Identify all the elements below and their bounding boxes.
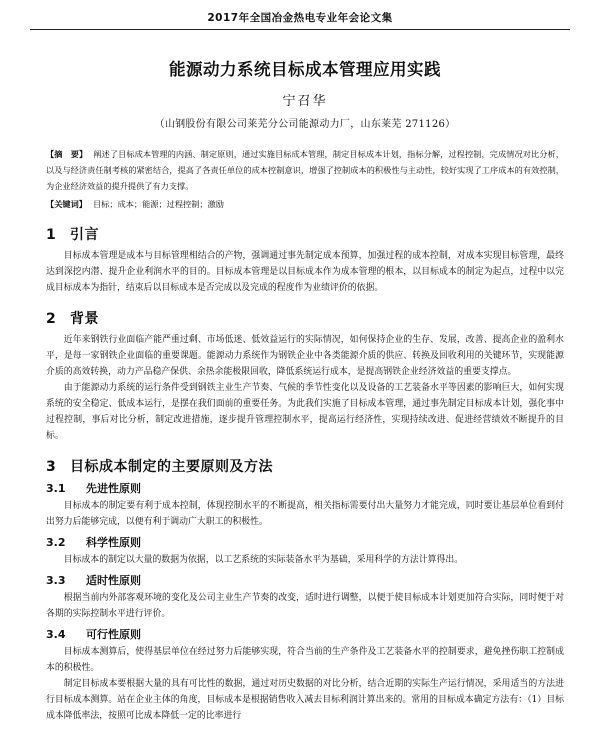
subsection-title: 适时性原则	[86, 574, 141, 587]
keywords-label: 【关键词】	[46, 199, 87, 209]
section-number: 3	[46, 459, 57, 475]
subsection-number: 3.1	[46, 482, 66, 495]
abstract-text: 阐述了目标成本管理的内涵、制定原则，通过实施目标成本管理，制定目标成本计划，指标分解，过程控制，完成情况对比分析，以及与经济责任制考核的紧密结合，提高了各责任单位的成本控制意识，增强了控制成本的积极性与主动性，较好实现了工序成本的有效控制，为企业经济效益的提升提供了有力支撑。	[46, 149, 564, 191]
abstract-label: 【摘 要】	[46, 149, 88, 159]
body-paragraph: 由于能源动力系统的运行条件受到钢铁主业生产节奏、气候的季节性变化以及设备的工艺装备水平等因素的影响巨大，如何实现系统的安全稳定、低成本运行，是摆在我们面前的重要任务。为此我们实施了目标成本管理，通过事先制定目标成本计划，强化事中过程控制，事后对比分析，制定改进措施，逐步提升管理控制水平，提高运行经济性，实现持续改进、促进经营绩效不断提升的目标。	[46, 383, 564, 441]
section-title: 背景	[70, 311, 99, 327]
body-paragraph: 制定目标成本要根据大量的具有可比性的数据，通过对历史数据的对比分析，结合近期的实际生产运行情况，采用适当的方法进行目标成本测算。站在企业主体的角度，目标成本是根据销售收入减去目标利润计算出来的。常用的目标成本确定方法有：（1）目标成本降低率法，按照可比成本降低一定的比率进行	[46, 679, 564, 721]
author-affiliation: （山钢股份有限公司莱芜分公司能源动力厂，山东莱芜 271126）	[154, 119, 456, 130]
running-header: 2017年全国冶金热电专业年会论文集	[30, 0, 570, 30]
body-paragraph: 目标成本管理是成本与目标管理相结合的产物，强调通过事先制定成本预算，加强过程的成本控制，对成本实现目标管理，最终达到深挖内潜、提升企业利润水平的目的。目标成本管理是以目标成本作为成本管理的根本，以目标成本的制定为起点，过程中以完成目标成本为指针，结束后以目标成本是否完成以及完成的程度作为业绩评价的依据。	[46, 251, 564, 293]
section-number: 2	[46, 311, 57, 327]
section-title: 目标成本制定的主要原则及方法	[70, 459, 273, 475]
body-paragraph: 目标成本的制定要有利于成本控制，体现控制水平的不断提高，相关指标需要付出大量努力才能完成，同时要让基层单位看到付出努力后能够完成，以便有利于调动广大职工的积极性。	[46, 501, 564, 527]
subsection-heading-advanced	[46, 480, 564, 496]
body-paragraph: 目标成本的制定以大量的数据为依据，以工艺系统的实际装备水平为基础，采用科学的方法计算得出。	[63, 555, 464, 565]
subsection-title: 科学性原则	[86, 536, 141, 549]
subsection-heading-scientific	[46, 534, 564, 550]
body-paragraph: 根据当前内外部客观环境的变化及公司主业生产节奏的改变，适时进行调整，以便于使目标成本计划更加符合实际，同时便于对各期的实际控制水平进行评价。	[46, 593, 564, 619]
subsection-title: 可行性原则	[86, 628, 141, 641]
section-heading-principles	[46, 456, 564, 476]
section-heading-intro	[46, 224, 564, 244]
paper-title: 能源动力系统目标成本管理应用实践	[169, 60, 441, 79]
keywords	[46, 196, 564, 212]
keywords-text: 目标；成本；能源；过程控制；激励	[92, 199, 224, 209]
subsection-heading-timely	[46, 572, 564, 588]
author-name: 宁召华	[282, 94, 328, 109]
subsection-title: 先进性原则	[86, 482, 141, 495]
subsection-heading-feasible	[46, 626, 564, 642]
abstract	[46, 146, 564, 194]
subsection-number: 3.2	[46, 536, 66, 549]
section-number: 1	[46, 227, 57, 243]
subsection-number: 3.3	[46, 574, 66, 587]
subsection-number: 3.4	[46, 628, 66, 641]
body-paragraph: 目标成本测算后，使得基层单位在经过努力后能够实现，符合当前的生产条件及工艺装备水平的控制要求，避免挫伤职工控制成本的积极性。	[46, 647, 564, 673]
body-paragraph: 近年来钢铁行业面临产能严重过剩、市场低迷、低效益运行的实际情况，如何保持企业的生存、发展，改善、提高企业的盈利水平，是每一家钢铁企业面临的重要课题。能源动力系统作为钢铁企业中各类能源介质的供应、转换及回收利用的关键环节，实现能源介质的高效转换，动力产品稳产保供、余热余能极限回收，降低系统运行成本，是提高钢铁企业经济效益的重要支撑点。	[46, 335, 564, 377]
section-title: 引言	[70, 227, 99, 243]
section-heading-background	[46, 308, 564, 328]
